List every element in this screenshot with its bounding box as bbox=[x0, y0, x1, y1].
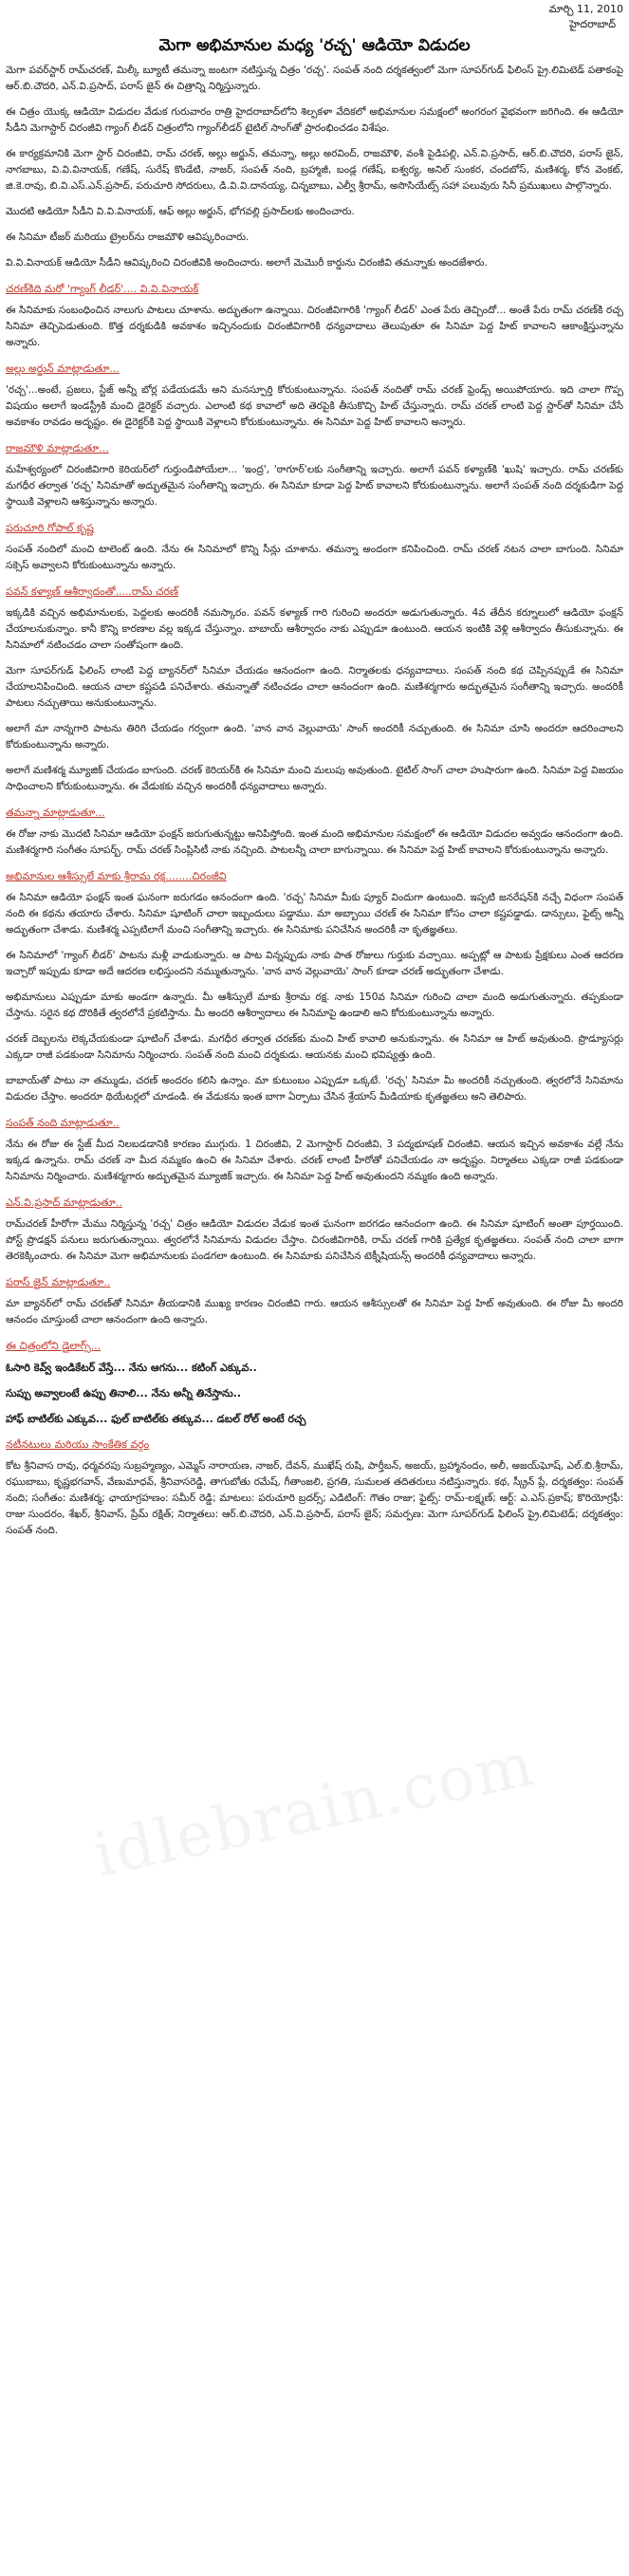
section-heading: అభిమానుల ఆశీస్సులే మాకు శ్రీరామ రక్ష........చిరంజీవి bbox=[6, 870, 227, 882]
section-heading: రాజమౌళి మాట్లాడుతూ... bbox=[6, 442, 109, 454]
body-paragraph: ఈ సినిమా టీజర్ మరియు ట్రైలర్‌ను రాజమౌళి ఆవిష్కరించారు. bbox=[6, 232, 250, 243]
body-paragraph: బాబాయ్‌తో పాటు నా తమ్ముడు, చరణ్ అందరం కలిసి ఉన్నాం. మా కుటుంబం ఎప్పుడూ ఒక్కటే. 'రచ్చ' సినిమా మీ అందరికీ నచ్చుతుంది. త్వరలోనే సినిమాను విడుదల చేస్తాం. అందరూ థియేటర్లలో చూడండి. ఈ వేడుకను ఇంత బాగా ఏర్పాటు చేసిన శ్రేయాస్ మీడియాకు కృతజ్ఞతలు అని తెలిపారు. bbox=[6, 1075, 623, 1103]
body-paragraph: ఈ సినిమా ఆడియో ఫంక్షన్ ఇంత ఘనంగా జరుగడం ఆనందంగా ఉంది. 'రచ్చ' సినిమా మీకు ప్యూర్ విందుగా ఉంటుంది. ఇప్పటి జనరేషన్‌కి నచ్చే విధంగా సంపత్ నంది ఈ కథను తయారు చేశారు. సినిమా షూటింగ్ చాలా ఇబ్బందులు పడ్డాము. మా అబ్బాయి చరణ్ ఈ సినిమా కోసం చాలా కష్టపడ్డాడు. డాన్సులు, ఫైట్స్ అన్నీ అద్భుతంగా చేశాడు. మణిశర్మ ఎప్పటిలాగే మంచి సంగీతాన్ని ఇచ్చారు. ఈ సినిమాకు పనిచేసిన అందరికీ నా కృతజ్ఞతలు. bbox=[6, 892, 623, 936]
article-place: హైదరాబాద్ bbox=[569, 18, 616, 30]
dialogue-line: ఓసారి కెవ్వ్ ఇండికేటర్ వేస్తే... నేను ఆగను... కటింగ్ ఎక్కువ.. bbox=[6, 1362, 257, 1374]
section-heading: ఈ చిత్రంలోని డైలాగ్స్... bbox=[6, 1340, 102, 1352]
body-paragraph: కోట శ్రీనివాస రావు, ధర్మవరపు సుబ్రహ్మణ్యం, ఎమ్మెస్ నారాయణ, నాజర్, దేవన్, ముఖేష్ రుషి, పార్తీబన్, అజయ్, బ్రహ్మానందం, అలీ, అజయ్‌ఘోష్, ఎల్.బి.శ్రీరామ్, రఘుబాబు, కృష్ణభగవాన్, వేణుమాధవ్, శ్రీనివాసరెడ్డి, తాగుబోతు రమేష్, గీతాంజలి, ప్రగతి, సుమలత తదితరులు నటిస్తున్నారు. కథ, స్క్రీన్ ప్లే, దర్శకత్వం: సంపత్ నంది; సంగీతం: మణిశర్మ; ఛాయాగ్రహణం: సమీర్ రెడ్డి; మాటలు: పరుచూరి బ్రదర్స్; ఎడిటింగ్: గౌతం రాజు; ఫైట్స్: రామ్-లక్ష్మణ్; ఆర్ట్: ఎ.ఎస్.ప్రకాష్; కొరియోగ్రఫీ: రాజు సుందరం, శేఖర్, శ్రీనివాస్, ప్రేమ్ రక్షిత్; నిర్మాతలు: ఆర్.బి.చౌదరి, ఎన్.వి.ప్రసాద్, పరాస్ జైన్; సమర్పణ: మెగా సూపర్‌గుడ్ ఫిలింస్ ప్రై.లిమిటెడ్; దర్శకత్వం: సంపత్ నంది. bbox=[6, 1460, 623, 1536]
dialogue-line: సుప్పు అవ్వాలంటే ఉప్పు తినాలి... నేను అన్నీ తినేస్తాను.. bbox=[6, 1387, 242, 1399]
body-paragraph: వి.వి.వినాయక్ ఆడియో సీడీని ఆవిష్కరించి చిరంజీవికి అందించారు. అలాగే మెమొరీ కార్డును చిరంజీవి తమన్నాకు అందజేశారు. bbox=[6, 257, 488, 269]
body-paragraph: అలాగే మణిశర్మ మ్యూజిక్ చేయడం బాగుంది. చరణ్ కెరియర్‌కి ఈ సినిమా మంచి మలుపు అవుతుంది. టైటిల్ సాంగ్ చాలా హుషారుగా ఉంది. సినిమా పెద్ద విజయం సాధించాలని కోరుకుంటున్నాను. ఈ వేడుకకు వచ్చిన అందరికీ ధన్యవాదాలు అన్నారు. bbox=[6, 765, 623, 792]
body-paragraph: రామ్‌చరణ్ హీరోగా మేము నిర్మిస్తున్న 'రచ్చ' చిత్రం ఆడియో విడుదల వేడుక ఇంత ఘనంగా జరగడం ఆనందంగా ఉంది. ఈ సినిమా షూటింగ్ అంతా పూర్తయింది. పోస్ట్ ప్రొడక్షన్ పనులు జరుగుతున్నాయి. త్వరలోనే సినిమాను విడుదల చేస్తాం. చిరంజీవిగారికి, రామ్ చరణ్ గారికి ప్రత్యేక కృతజ్ఞతలు. సంపత్ నంది చాలా బాగా తెరకెక్కించారు. ఈ సినిమా మెగా అభిమానులకు పండగలా ఉంటుంది. ఈ సినిమాకు పనిచేసిన టెక్నీషియన్స్ అందరికీ ధన్యవాదాలు అన్నారు. bbox=[6, 1218, 623, 1262]
body-paragraph: మెగా సూపర్‌గుడ్ ఫిలింస్ లాంటి పెద్ద బ్యానర్‌లో సినిమా చేయడం ఆనందంగా ఉంది. నిర్మాతలకు ధన్యవాదాలు. సంపత్ నంది కథ చెప్పినప్పుడే ఈ సినిమా చేయాలనిపించింది. ఆయన చాలా కష్టపడి పనిచేశారు. తమన్నాతో నటించడం చాలా ఆనందంగా ఉంది. మణిశర్మగారు అద్భుతమైన సంగీతాన్ని ఇచ్చారు. అందరికీ పాటలు నచ్చుతాయి అనుకుంటున్నాను. bbox=[6, 665, 623, 709]
section-heading: పరుచూరి గోపాల్ కృష్ణ bbox=[6, 522, 94, 534]
section-heading: పరాస్ జైన్ మాట్లాడుతూ.. bbox=[6, 1276, 111, 1288]
body-paragraph: మహేశ్వర్యంలో చిరంజీవిగారి కెరియర్‌లో గుర్తుండిపోయేలా... 'ఇంద్ర', 'ఠాగూర్'లకు సంగీతాన్ని ఇచ్చారు. అలాగే పవన్ కళ్యాణ్‌కి 'ఖుషి' ఇచ్చారు. రామ్ చరణ్‌కు మగధీర తర్వాత 'రచ్చ' సినిమాతో అద్భుతమైన సంగీతాన్ని ఇచ్చారు. ఈ సినిమా కూడా పెద్ద హిట్ కావాలని కోరుకుంటున్నాను. అలాగే సంపత్ నంది దర్శకుడిగా పెద్ద స్థాయికి వెళ్లాలని ఆశిస్తున్నాను అన్నారు. bbox=[6, 464, 623, 508]
body-paragraph: ఈ రోజు నాకు మొదటి సినిమా ఆడియో ఫంక్షన్ జరుగుతున్నట్టు అనిపిస్తోంది. ఇంత మంది అభిమానుల సమక్షంలో ఈ ఆడియో విడుదల అవ్వడం ఆనందంగా ఉంది. మణిశర్మగారి సంగీతం సూపర్బ్. రామ్ చరణ్ సింప్లిసిటీ నాకు నచ్చింది. పాటలన్నీ చాలా బాగున్నాయి. ఈ సినిమా పెద్ద హిట్ కావాలని కోరుకుంటున్నాను అన్నారు. bbox=[6, 828, 623, 856]
body-paragraph: ఈ సినిమాలో 'గ్యాంగ్ లీడర్' పాటను మళ్లీ వాడుకున్నారు. ఆ పాట విన్నప్పుడు నాకు పాత రోజులు గుర్తుకు వచ్చాయి. అప్పట్లో ఆ పాటకు ప్రేక్షకులు ఎంత ఆదరణ ఇచ్చారో ఇప్పుడు కూడా అదే ఆదరణ లభిస్తుందని నమ్ముతున్నాను. 'వాన వాన వెల్లువాయె' సాంగ్ కూడా చరణ్ అద్భుతంగా చేశాడు. bbox=[6, 950, 623, 977]
section-heading: పవన్ కళ్యాణ్ ఆశీర్వాదంతో.....రామ్ చరణ్ bbox=[6, 585, 178, 598]
body-paragraph: అలాగే మా నాన్నగారి పాటను తిరిగి చేయడం గర్వంగా ఉంది. 'వాన వాన వెల్లువాయె' సాంగ్ అందరికీ నచ్చుతుంది. ఈ సినిమా చూసి అందరూ ఆదరించాలని కోరుకుంటున్నాను అన్నారు. bbox=[6, 723, 623, 751]
body-paragraph: చరణ్ దెబ్బలను లెక్కచేయకుండా షూటింగ్ చేశాడు. మగధీర తర్వాత చరణ్‌కు మంచి హిట్ కావాలి అనుకున్నాను. ఈ సినిమా ఆ హిట్ అవుతుంది. ప్రొడ్యూసర్లు ఎక్కడా రాజీ పడకుండా సినిమాను నిర్మించారు. సంపత్ నంది మంచి దర్శకుడు. ఆయనకు మంచి భవిష్యత్తు ఉంది. bbox=[6, 1033, 623, 1061]
section-heading: చరణ్‌కిది మరో 'గ్యాంగ్ లీడర్'.... వి.వి.వినాయక్ bbox=[6, 283, 199, 295]
body-paragraph: ఈ చిత్రం యొక్క ఆడియో విడుదల వేడుక గురువారం రాత్రి హైదరాబాద్‌లోని శిల్పకళా వేదికలో అభిమానుల సమక్షంలో అంగరంగ వైభవంగా జరిగింది. ఈ ఆడియో సీడీని మెగాస్టార్ చిరంజీవి గ్యాంగ్ లీడర్ చిత్రంలోని గ్యాంగ్‌లీడర్ టైటిల్ సాంగ్‌తో ప్రారంభించడం విశేషం. bbox=[6, 106, 623, 134]
section-heading: తమన్నా మాట్లాడుతూ... bbox=[6, 806, 105, 819]
body-paragraph: ఇక్కడికి వచ్చిన అభిమానులకు, పెద్దలకు అందరికీ నమస్కారం. పవన్ కళ్యాణ్ గారి గురించి అందరూ అడుగుతున్నారు. 4వ తేదీన కర్నూలులో ఆడియో ఫంక్షన్ చేయాలనుకున్నాం. కానీ కొన్ని కారణాల వల్ల ఇక్కడ చేస్తున్నాం. బాబాయ్ ఆశీర్వాదం నాకు ఎప్పుడూ ఉంటుంది. ఆయన ఇంటికి వెళ్లి ఆశీర్వాదం తీసుకున్నాను. ఈ సినిమాలో నటించడం చాలా సంతోషంగా ఉంది. bbox=[6, 607, 623, 651]
article-body bbox=[6, 63, 623, 1539]
body-paragraph: మెగా పవర్‌స్టార్ రామ్‌చరణ్, మిల్కీ బ్యూటీ తమన్నా జంటగా నటిస్తున్న చిత్రం 'రచ్చ'. సంపత్ నంది దర్శకత్వంలో మెగా సూపర్‌గుడ్ ఫిలింస్ ప్రై.లిమిటెడ్ పతాకంపై ఆర్.బి.చౌదరి, ఎన్.వి.ప్రసాద్, పరాస్ జైన్ ఈ చిత్రాన్ని నిర్మిస్తున్నారు. bbox=[6, 65, 623, 92]
section-heading: సంపత్ నంది మాట్లాడుతూ.. bbox=[6, 1117, 120, 1129]
body-paragraph: 'రచ్చ'...అంటే, ప్రజలు, స్టేజ్ అన్నీ బోర్ల పడేయడమే అని మనస్పూర్తి కోరుకుంటున్నాను. సంపత్ నందితో రామ్ చరణ్ ఫ్రెండ్స్ అయిపోయారు. ఇది చాలా గొప్ప విషయం అలాగే ఇండస్ట్రీకి మంచి డైరెక్టర్ వచ్చారు. ఎలాంటి కథ కావాలో అది తెరపైకి తీసుకొచ్చి హిట్ చేస్తున్నారు. రామ్ చరణ్ లాంటి పెద్ద స్టార్‌తో సినిమా చేసే అవకాశం రావడం అదృష్టం. ఈ డైరెక్టర్‌కి పెద్ద స్థాయికి వెళ్లాలని కోరుకుంటున్నాను. ఈ సినిమా పెద్ద హిట్ కావాలని అన్నారు. bbox=[6, 384, 623, 428]
watermark-text: idlebrain.com bbox=[87, 1729, 542, 1892]
body-paragraph: అభిమానులు ఎప్పుడూ మాకు అండగా ఉన్నారు. మీ ఆశీస్సులే మాకు శ్రీరామ రక్ష. నాకు 150వ సినిమా గురించి చాలా మంది అడుగుతున్నారు. తప్పకుండా చేస్తాను. సరైన కథ దొరికితే త్వరలోనే ప్రకటిస్తాను. మీ అందరి ఆశీర్వాదాలు ఈ సినిమాపై ఉండాలి అని కోరుకుంటున్నాను అన్నారు. bbox=[6, 991, 623, 1019]
body-paragraph: సంపత్ నందిలో మంచి టాలెంట్ ఉంది. నేను ఈ సినిమాలో కొన్ని సీన్లు చూశాను. తమన్నా అందంగా కనిపించింది. రామ్ చరణ్ నటన చాలా బాగుంది. సినిమా సక్సెస్ అవ్వాలని కోరుకుంటున్నాను అన్నారు. bbox=[6, 544, 623, 571]
body-paragraph: ఈ సినిమాకు సంబంధించిన నాలుగు పాటలు చూశాను. అద్భుతంగా ఉన్నాయి. చిరంజీవిగారికి 'గ్యాంగ్ లీడర్' ఎంత పేరు తెచ్చిందో... అంతే పేరు రామ్ చరణ్‌కి రచ్చ సినిమా తెచ్చిపెడుతుంది. కొత్త దర్శకుడికి అవకాశం ఇచ్చినందుకు చిరంజీవిగారికి ధన్యవాదాలు తెలుపుతూ ఈ సినిమా పెద్ద హిట్ కావాలని ఆకాంక్షిస్తున్నాను అన్నారు. bbox=[6, 305, 623, 348]
article-headline: మెగా అభిమానుల మధ్య 'రచ్చ' ఆడియో విడుదల bbox=[158, 36, 471, 55]
section-heading: అల్లు అర్జున్ మాట్లాడుతూ... bbox=[6, 362, 120, 375]
section-heading: నటీనటులు మరియు సాంకేతిక వర్గం bbox=[6, 1438, 150, 1451]
section-heading: ఎన్.వి.ప్రసాద్ మాట్లాడుతూ.. bbox=[6, 1196, 122, 1209]
body-paragraph: ఈ కార్యక్రమానికి మెగా స్టార్ చిరంజీవి, రామ్ చరణ్, అల్లు అర్జున్, తమన్నా, అల్లు అరవింద్, రాజమౌళి, వంశీ పైడిపల్లి, ఎన్.వి.ప్రసాద్, ఆర్.బి.చౌదరి, పరాస్ జైన్, నాగబాబు, వి.వి.వినాయక్, గణేష్, సురేష్ కొండేటి, నాజర్, సంపత్ నంది, బ్రహ్మాజీ, బండ్ల గణేష్, ఐశ్వర్య, అనిల్ సుంకర, చందబోస్, మణిశర్మ, కోన వెంకట్, జి.కె.రావు, బి.వి.ఎస్.ఎన్.ప్రసాద్, పరుచూరి సోదరులు, డి.వి.వి.దానయ్య, చిన్నబాబు, ఎల్వీ శ్రీరామ్, అసొసియేట్స్ సహా పలువురు సినీ ప్రముఖులు పాల్గొన్నారు. bbox=[6, 148, 623, 192]
dialogue-line: హాఫ్ బాటిల్‌కు ఎక్కువ... ఫుల్ బాటిల్‌కు తక్కువ... డబల్ రోల్ అంటే రచ్చ bbox=[6, 1413, 306, 1425]
body-paragraph: నేను ఈ రోజు ఈ స్టేజ్ మీద నిలబడడానికి కారణం ముగ్గురు. 1 చిరంజీవి, 2 మెగాస్టార్ చిరంజీవి, 3 పద్మభూషణ్ చిరంజీవి. ఆయన ఇచ్చిన అవకాశం వల్లే నేను ఇక్కడ ఉన్నాను. రామ్ చరణ్ నా మీద నమ్మకం ఉంచి ఈ సినిమా చేశారు. చరణ్ లాంటి హీరోతో పనిచేయడం నా అదృష్టం. నిర్మాతలు ఎక్కడా రాజీ పడకుండా సినిమాను నిర్మించారు. మణిశర్మగారు అద్భుతమైన మ్యూజిక్ ఇచ్చారు. ఈ సినిమా పెద్ద హిట్ అవుతుందని నమ్మకం ఉంది అన్నారు. bbox=[6, 1139, 623, 1182]
body-paragraph: మా బ్యానర్‌లో రామ్ చరణ్‌తో సినిమా తీయడానికి ముఖ్య కారణం చిరంజీవి గారు. ఆయన ఆశీస్సులతో ఈ సినిమా పెద్ద హిట్ అవుతుంది. ఈ రోజు మీ అందరి ఆనందం చూస్తుంటే చాలా ఆనందంగా ఉంది అన్నారు. bbox=[6, 1298, 623, 1325]
body-paragraph: మొదటి ఆడియో సీడీని వి.వి.వినాయక్, ఆఫ్ అల్లు అర్జున్, భోగవల్లి ప్రసాద్‌లకు అందించారు. bbox=[6, 206, 355, 217]
article-date: మార్చి 11, 2010 bbox=[548, 3, 623, 15]
